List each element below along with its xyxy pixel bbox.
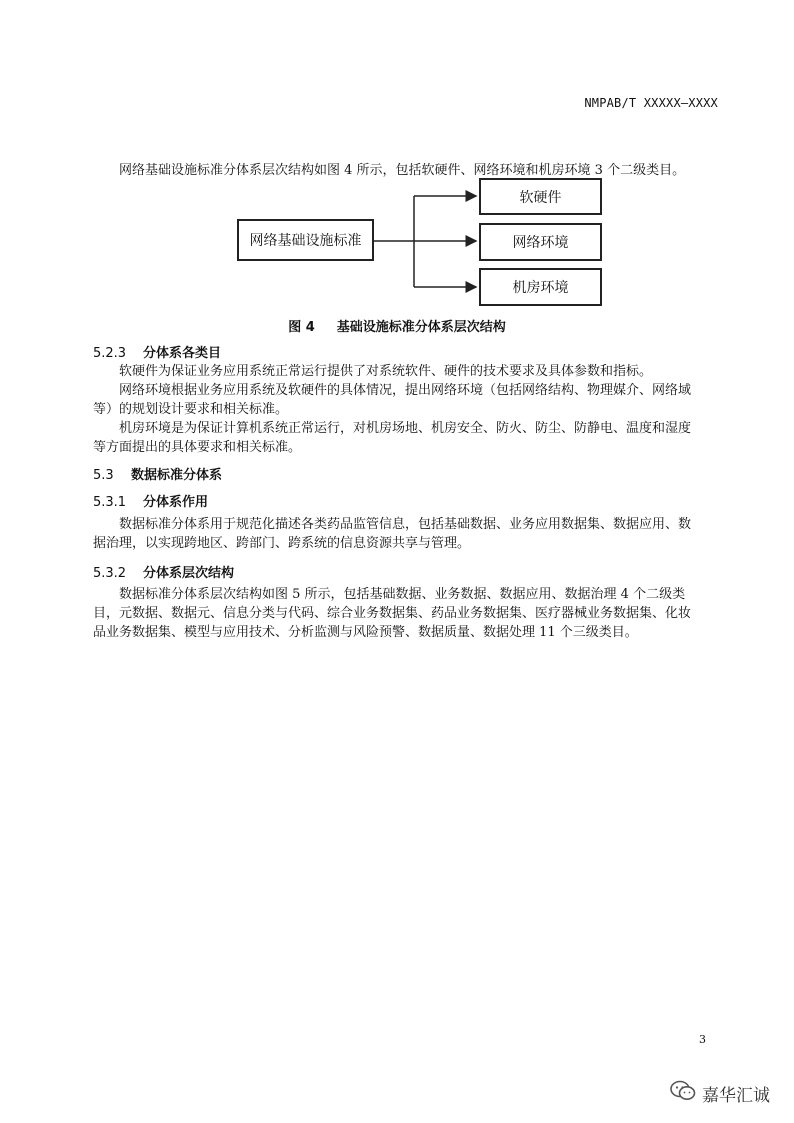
section-heading — [93, 491, 208, 510]
diagram-connectors — [0, 0, 794, 320]
section-number: 5.3.2 — [93, 566, 127, 581]
section-title: 分体系各类目 — [143, 346, 222, 361]
section-number: 5.3 — [93, 468, 114, 483]
paragraph: 机房环境是为保证计算机系统正常运行，对机房场地、机房安全、防火、防尘、防静电、温度和湿度等方面提出的具体要求和相关标准。 — [93, 421, 692, 455]
paragraph: 数据标准分体系层次结构如图 5 所示，包括基础数据、业务数据、数据应用、数据治理 4 个二级类目，元数据、数据元、信息分类与代码、综合业务数据集、药品业务数据集、医疗器械业务数据集、化妆品业务数据集、模型与应用技术、分析监测与风险预警、数据质量、数据处理 11 个三级类目。 — [93, 587, 692, 640]
page-number: 3 — [699, 1033, 706, 1046]
section-title: 分体系作用 — [143, 495, 209, 510]
document-code: NMPAB/T XXXXX—XXXX — [584, 96, 718, 110]
paragraph: 网络环境根据业务应用系统及软硬件的具体情况，提出网络环境（包括网络结构、物理媒介、网络域等）的规划设计要求和相关标准。 — [93, 383, 692, 417]
section-heading — [93, 562, 234, 581]
section-heading — [93, 464, 222, 483]
paragraph: 数据标准分体系用于规范化描述各类药品监管信息，包括基础数据、业务应用数据集、数据应用、数据治理，以实现跨地区、跨部门、跨系统的信息资源共享与管理。 — [93, 517, 692, 551]
paragraph: 软硬件为保证业务应用系统正常运行提供了对系统软件、硬件的技术要求及具体参数和指标。 — [119, 364, 653, 379]
diagram-root-box: 网络基础设施标准 — [237, 219, 374, 261]
section-title: 分体系层次结构 — [143, 566, 235, 581]
figure-caption — [0, 316, 794, 335]
section-body — [93, 585, 703, 642]
watermark — [670, 1080, 770, 1107]
diagram-child-box: 软硬件 — [479, 178, 602, 215]
section-heading — [93, 342, 221, 361]
section-number: 5.2.3 — [93, 346, 127, 361]
wechat-icon — [670, 1080, 696, 1107]
figure-title: 基础设施标准分体系层次结构 — [336, 320, 506, 335]
diagram-child-box: 机房环境 — [479, 268, 602, 306]
section-body — [93, 362, 703, 457]
section-number: 5.3.1 — [93, 495, 127, 510]
section-body — [93, 515, 703, 553]
section-title: 数据标准分体系 — [131, 468, 223, 483]
intro-text: 网络基础设施标准分体系层次结构如图 4 所示，包括软硬件、网络环境和机房环境 3 个二级类目。 — [119, 163, 686, 178]
figure-label: 图 4 — [288, 320, 315, 335]
diagram-child-box: 网络环境 — [479, 223, 602, 261]
watermark-text: 嘉华汇诚 — [702, 1086, 770, 1106]
